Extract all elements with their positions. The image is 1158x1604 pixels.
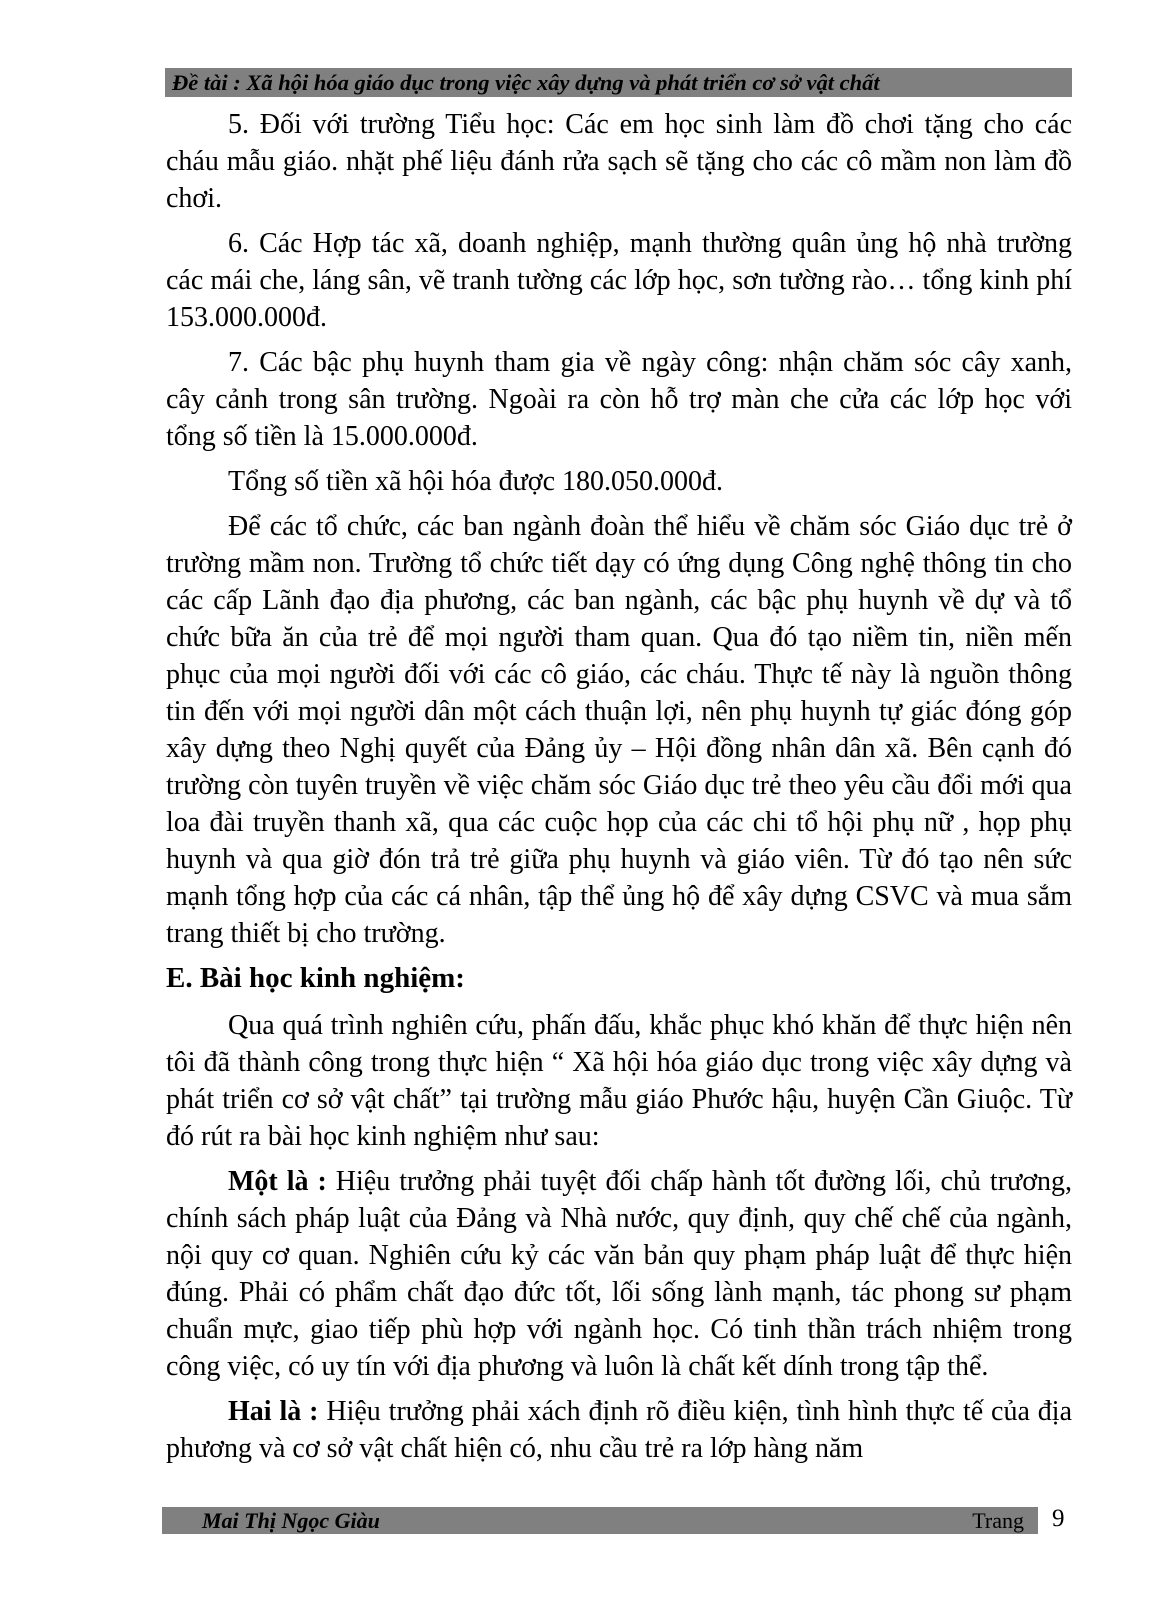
lesson-one-text: Hiệu trưởng phải tuyệt đối chấp hành tốt đường lối, chủ trương, chính sách pháp luật của Đảng và Nhà nước, quy định, quy chế chế của ngành, nội quy cơ quan. Nghiên cứu kỷ các văn bản quy phạm pháp luật để thực hiện đúng. Phải có phẩm chất đạo đức tốt, lối sống lành mạnh, tác phong sư phạm chuẩn mực, giao tiếp phù hợp với ngành học. Có tinh thần trách nhiệm trong công việc, có uy tín với địa phương và luôn là chất kết dính trong tập thể.: [166, 1166, 1072, 1382]
footer-page-label: Trang: [972, 1507, 1024, 1533]
paragraph-item-6: 6. Các Hợp tác xã, doanh nghiệp, mạnh thường quân ủng hộ nhà trường các mái che, láng sân, vẽ tranh tường các lớp học, sơn tường rào… tổng kinh phí 153.000.000đ.: [166, 228, 1072, 333]
lesson-two-text: Hiệu trưởng phải xách định rõ điều kiện, tình hình thực tế của địa phương và cơ sở vật chất hiện có, nhu cầu trẻ ra lớp hàng năm: [166, 1396, 1072, 1464]
lesson-two-lead: Hai là :: [228, 1396, 319, 1427]
header-bar: [165, 68, 1072, 97]
lesson-one-lead: Một là :: [228, 1166, 327, 1197]
section-heading-lessons: E. Bài học kinh nghiệm:: [166, 962, 465, 994]
paragraph-item-5: 5. Đối với trường Tiểu học: Các em học sinh làm đồ chơi tặng cho các cháu mẫu giáo. nhặt phế liệu đánh rửa sạch sẽ tặng cho các cô mầm non làm đồ chơi.: [166, 109, 1072, 214]
paragraph-lesson-two: [166, 1393, 1072, 1467]
paragraph-conclusion-intro: Qua quá trình nghiên cứu, phấn đấu, khắc phục khó khăn để thực hiện nên tôi đã thành công trong thực hiện “ Xã hội hóa giáo dục trong việc xây dựng và phát triển cơ sở vật chất” tại trường mẫu giáo Phước hậu, huyện Cần Giuộc. Từ đó rút ra bài học kinh nghiệm như sau:: [166, 1010, 1072, 1152]
document-body: [166, 106, 1072, 1475]
footer-bar: [162, 1507, 1038, 1534]
paragraph-item-7: 7. Các bậc phụ huynh tham gia về ngày công: nhận chăm sóc cây xanh, cây cảnh trong sân trường. Ngoài ra còn hỗ trợ màn che cửa các lớp học với tổng số tiền là 15.000.000đ.: [166, 347, 1072, 452]
footer-author-name: Mai Thị Ngọc Giàu: [202, 1507, 380, 1533]
paragraph-lesson-one: [166, 1163, 1072, 1385]
document-title: Đề tài : Xã hội hóa giáo dục trong việc xây dựng và phát triển cơ sở vật chất: [172, 70, 880, 95]
footer-page-number: 9: [1052, 1505, 1065, 1532]
paragraph-propaganda: Để các tổ chức, các ban ngành đoàn thể hiểu về chăm sóc Giáo dục trẻ ở trường mầm non. Trường tổ chức tiết dạy có ứng dụng Công nghệ thông tin cho các cấp Lãnh đạo địa phương, các ban ngành, các bậc phụ huynh về dự và tổ chức bữa ăn của trẻ để mọi người tham quan. Qua đó tạo niềm tin, niền mến phục của mọi người đối với các cô giáo, các cháu. Thực tế này là nguồn thông tin đến với mọi người dân một cách thuận lợi, nên phụ huynh tự giác đóng góp xây dựng theo Nghị quyết của Đảng ủy – Hội đồng nhân dân xã. Bên cạnh đó trường còn tuyên truyền về việc chăm sóc Giáo dục trẻ theo yêu cầu đổi mới qua loa đài truyền thanh xã, qua các cuộc họp của các chi tổ hội phụ nữ , họp phụ huynh và qua giờ đón trả trẻ giữa phụ huynh và giáo viên. Từ đó tạo nên sức mạnh tổng hợp của các cá nhân, tập thể ủng hộ để xây dựng CSVC và mua sắm trang thiết bị cho trường.: [166, 511, 1072, 949]
paragraph-total-amount: Tổng số tiền xã hội hóa được 180.050.000đ.: [228, 466, 724, 497]
